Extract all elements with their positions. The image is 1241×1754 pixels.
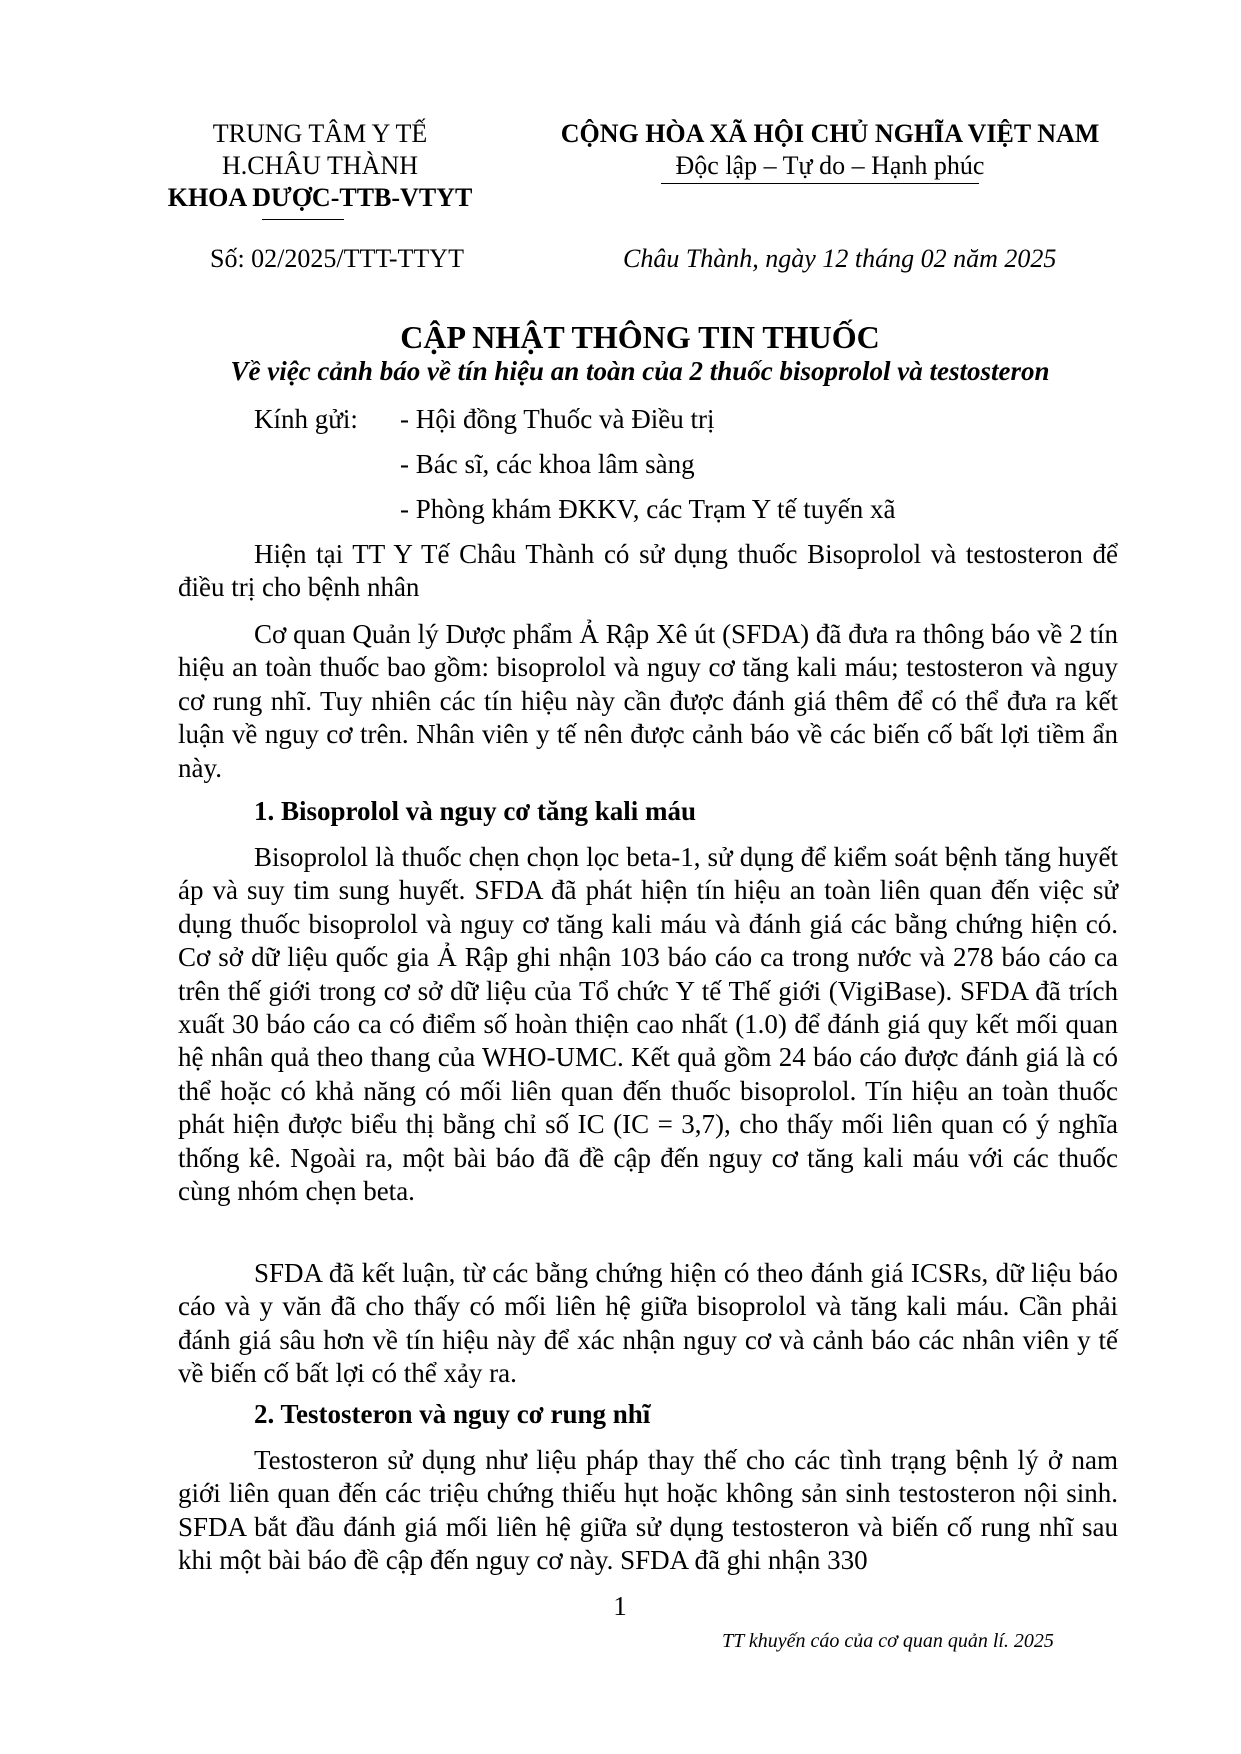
org-name: TRUNG TÂM Y TẾ — [212, 119, 428, 148]
national-motto: Độc lập – Tự do – Hạnh phúc — [675, 151, 985, 180]
sfda-notice-paragraph: Cơ quan Quản lý Dược phẩm Ả Rập Xê út (SFDA) đã đưa ra thông báo về 2 tín hiệu an toàn thuốc bao gồm: bisoprolol và nguy cơ tăng kali máu; testosteron và nguy cơ rung nhĩ. Tuy nhiên các tín hiệu này cần được đánh giá thêm để có thể đưa ra kết luận về nguy cơ trên. Nhân viên y tế nên được cảnh báo về các biến cố bất lợi tiềm ẩn này. — [178, 619, 1118, 783]
header-right-underline — [661, 183, 979, 184]
page-number: 1 — [613, 1591, 627, 1621]
section-1-heading: 1. Bisoprolol và nguy cơ tăng kali máu — [254, 796, 697, 826]
document-title: CẬP NHẬT THÔNG TIN THUỐC — [400, 319, 880, 355]
recipient-item: - Hội đồng Thuốc và Điều trị — [400, 404, 715, 434]
document-subtitle: Về việc cảnh báo về tín hiệu an toàn của 2 thuốc bisoprolol và testosteron — [230, 356, 1050, 386]
department-name: KHOA DƯỢC-TTB-VTYT — [167, 183, 473, 212]
intro-paragraph: Hiện tại TT Y Tế Châu Thành có sử dụng thuốc Bisoprolol và testosteron để điều trị cho bệnh nhân — [178, 539, 1118, 603]
section-1-conclusion-paragraph: SFDA đã kết luận, từ các bằng chứng hiện có theo đánh giá ICSRs, dữ liệu báo cáo và y văn đã cho thấy có mối liên hệ giữa bisoprolol và tăng kali máu. Cần phải đánh giá sâu hơn về tín hiệu này để xác nhận nguy cơ và cảnh báo các nhân viên y tế về biến cố bất lợi có thể xảy ra. — [178, 1258, 1118, 1389]
recipient-item: - Bác sĩ, các khoa lâm sàng — [400, 449, 695, 479]
section-2-heading: 2. Testosteron và nguy cơ rung nhĩ — [254, 1399, 651, 1429]
header-left — [150, 118, 490, 214]
page-footer: TT khuyến cáo của cơ quan quản lí. 2025 — [722, 1630, 1054, 1652]
header-left-underline — [262, 219, 344, 220]
section-1-paragraph: Bisoprolol là thuốc chẹn chọn lọc beta-1, sử dụng để kiểm soát bệnh tăng huyết áp và suy tim sung huyết. SFDA đã phát hiện tín hiệu an toàn liên quan đến việc sử dụng thuốc bisoprolol và nguy cơ tăng kali máu và đánh giá các bằng chứng hiện có. Cơ sở dữ liệu quốc gia Ả Rập ghi nhận 103 báo cáo ca trong nước và 278 báo cáo ca trên thế giới trong cơ sở dữ liệu của Tổ chức Y tế Thế giới (VigiBase). SFDA đã trích xuất 30 báo cáo ca có điểm số hoàn thiện cao nhất (1.0) để đánh giá quy kết mối quan hệ nhân quả theo thang của WHO-UMC. Kết quả gồm 24 báo cáo được đánh giá là có thể hoặc có khả năng có mối liên quan đến thuốc bisoprolol. Tín hiệu an toàn thuốc phát hiện được biểu thị bằng chỉ số IC (IC = 3,7), cho thấy mối liên quan có ý nghĩa thống kê. Ngoài ra, một bài báo đã đề cập đến nguy cơ tăng kali máu với các thuốc cùng nhóm chẹn beta. — [178, 842, 1118, 1207]
org-district: H.CHÂU THÀNH — [222, 151, 418, 180]
place-date: Châu Thành, ngày 12 tháng 02 năm 2025 — [623, 244, 1057, 273]
national-title: CỘNG HÒA XÃ HỘI CHỦ NGHĨA VIỆT NAM — [560, 119, 1100, 148]
recipients-label: Kính gửi: — [254, 404, 358, 434]
recipient-item: - Phòng khám ĐKKV, các Trạm Y tế tuyến xã — [400, 494, 896, 524]
document-number: Số: 02/2025/TTT-TTYT — [210, 244, 464, 273]
header-right — [530, 118, 1130, 182]
section-2-paragraph: Testosteron sử dụng như liệu pháp thay thế cho các tình trạng bệnh lý ở nam giới liên quan đến các triệu chứng thiếu hụt hoặc không sản sinh testosteron nội sinh. SFDA bắt đầu đánh giá mối liên hệ giữa sử dụng testosteron và biến cố rung nhĩ sau khi một bài báo đề cập đến nguy cơ này. SFDA đã ghi nhận 330 — [178, 1445, 1118, 1576]
